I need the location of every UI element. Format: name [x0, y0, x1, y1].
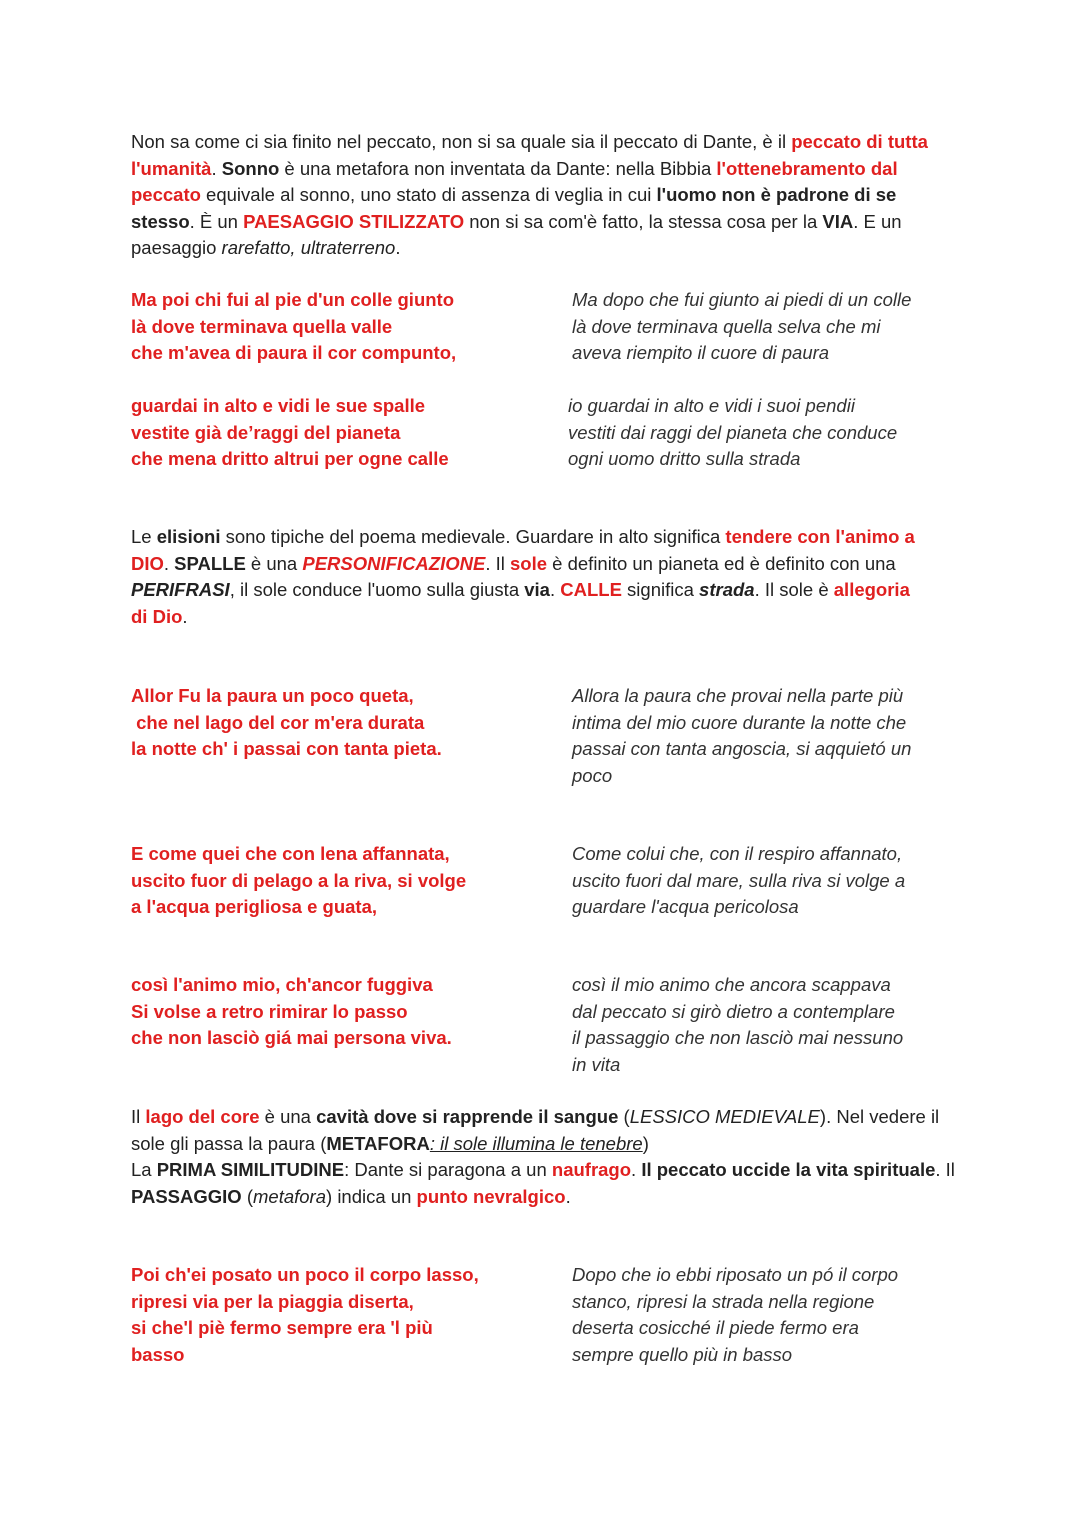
translation-line: Dopo che io ebbi riposato un pó il corpo	[572, 1264, 899, 1285]
tercet-4-translation	[572, 841, 952, 921]
tercet-1-translation	[572, 287, 952, 367]
verse-line: basso	[131, 1343, 185, 1365]
tercet-2-translation	[568, 393, 948, 473]
verse-line: uscito fuor di pelago a la riva, si volge	[131, 869, 467, 891]
translation-line: dal peccato si girò dietro a contemplare	[572, 1000, 895, 1022]
tercet-4-verse	[131, 841, 531, 921]
verse-line: che nel lago del cor m'era durata	[131, 711, 425, 733]
paragraph-commentary-1: Le elisioni sono tipiche del poema medievale. Guardare in alto significa tendere con l'animo a DIO. SPALLE è una PERSONIFICAZIONE. Il sole è definito un pianeta ed è definito con una PERIFRASI, il sole conduce l'uomo sulla giusta via. CALLE significa strada. Il sole è allegoria di Dio.	[131, 526, 915, 627]
translation-line: così il mio animo che ancora scappava	[572, 974, 891, 995]
tercet-3-verse	[131, 683, 531, 763]
verse-line: che mena dritto altrui per ogne calle	[131, 448, 449, 469]
verse-line: Si volse a retro rimirar lo passo	[131, 1000, 408, 1022]
translation-line: aveva riempito il cuore di paura	[572, 342, 830, 363]
translation-line: ogni uomo dritto sulla strada	[568, 448, 801, 469]
translation-line: sempre quello più in basso	[572, 1343, 793, 1365]
tercet-3-translation	[572, 683, 947, 789]
paragraph-intro: Non sa come ci sia finito nel peccato, non si sa quale sia il peccato di Dante, è il peccato di tutta l'umanità. Sonno è una metafora non inventata da Dante: nella Bibbia l'ottenebramento dal peccato equivale al sonno, uno stato di assenza di veglia in cui l'uomo non è padrone di se stesso. È un PAESAGGIO STILIZZATO non si sa com'è fatto, la stessa cosa per la VIA. E un paesaggio rarefatto, ultraterreno.	[131, 131, 928, 258]
translation-line: là dove terminava quella selva che mi	[572, 315, 881, 337]
verse-line: vestite già de’raggi del pianeta	[131, 421, 401, 443]
verse-line: Ma poi chi fui al pie d'un colle giunto	[131, 289, 455, 310]
tercet-5-verse	[131, 972, 531, 1052]
verse-line: che non lasciò giá mai persona viva.	[131, 1027, 452, 1048]
tercet-2-verse	[131, 393, 531, 473]
translation-line: Come colui che, con il respiro affannato,	[572, 843, 903, 864]
tercet-1-verse	[131, 287, 531, 367]
verse-line: così l'animo mio, ch'ancor fuggiva	[131, 974, 433, 995]
translation-line: stanco, ripresi la strada nella regione	[572, 1290, 875, 1312]
translation-line: vestiti dai raggi del pianeta che conduce	[568, 421, 898, 443]
verse-line: guardai in alto e vidi le sue spalle	[131, 395, 426, 416]
tercet-6-verse	[131, 1262, 531, 1368]
translation-line: deserta cosicché il piede fermo era	[572, 1317, 859, 1338]
translation-line: in vita	[572, 1053, 621, 1075]
translation-line: uscito fuori dal mare, sulla riva si volge a	[572, 869, 906, 891]
verse-line: Allor Fu la paura un poco queta,	[131, 685, 414, 706]
translation-line: io guardai in alto e vidi i suoi pendii	[568, 395, 855, 416]
translation-text: Allora la paura che provai nella parte più intima del mio cuore durante la notte che passai con tanta angoscia, si aqquietó un poco	[572, 685, 912, 786]
verse-line: che m'avea di paura il cor compunto,	[131, 342, 457, 363]
translation-line: guardare l'acqua pericolosa	[572, 896, 799, 917]
translation-line: Ma dopo che fui giunto ai piedi di un colle	[572, 289, 912, 310]
verse-line: a l'acqua perigliosa e guata,	[131, 896, 378, 917]
verse-line: Poi ch'ei posato un poco il corpo lasso,	[131, 1264, 479, 1285]
tercet-6-translation	[572, 1262, 952, 1368]
translation-line: il passaggio che non lasciò mai nessuno	[572, 1027, 904, 1048]
paragraph-commentary-2: Il lago del core è una cavità dove si rapprende il sangue (LESSICO MEDIEVALE). Nel vedere il sole gli passa la paura (METAFORA: il sole illumina le tenebre) La PRIMA SIMILITUDINE: Dante si paragona a un naufrago. Il peccato uccide la vita spirituale. Il PASSAGGIO (metafora) indica un punto nevralgico.	[131, 1106, 955, 1207]
verse-line: là dove terminava quella valle	[131, 315, 393, 337]
tercet-5-translation	[572, 972, 952, 1078]
verse-line: ripresi via per la piaggia diserta,	[131, 1290, 414, 1312]
verse-line: la notte ch' i passai con tanta pieta.	[131, 738, 442, 759]
verse-line: E come quei che con lena affannata,	[131, 843, 450, 864]
verse-line: si che'l piè fermo sempre era 'l più	[131, 1317, 433, 1338]
